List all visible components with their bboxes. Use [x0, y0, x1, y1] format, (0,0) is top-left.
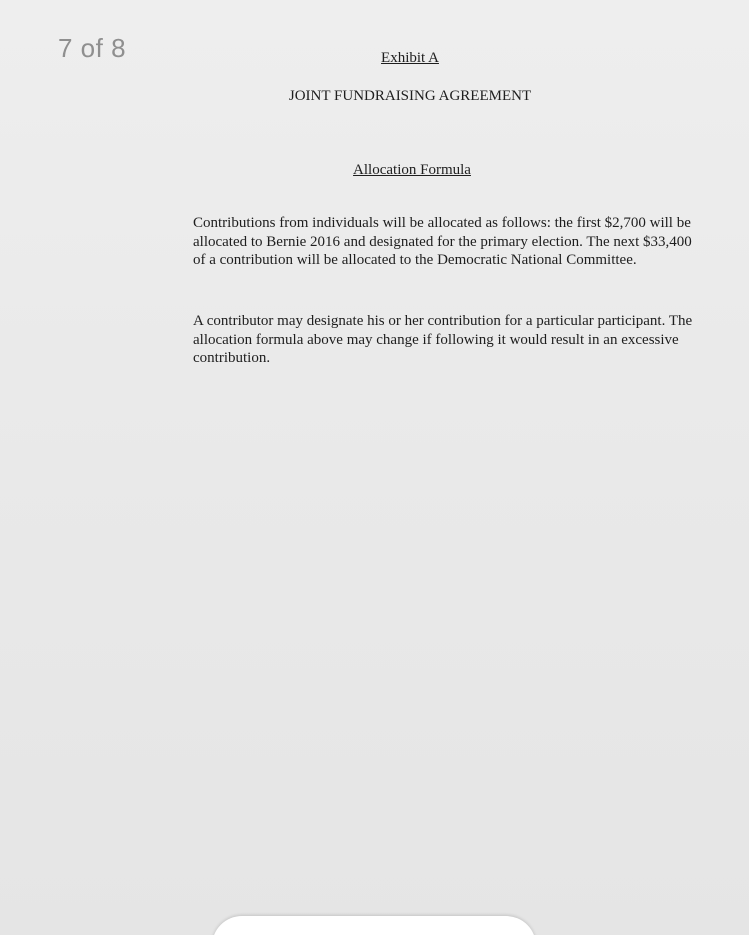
section-title: Allocation Formula: [353, 162, 471, 178]
paragraph-allocation: Contributions from individuals will be allocated as follows: the first $2,700 will be allocated to Bernie 2016 and designated for the primary election. The next $33,400 of a contribution will be allocated to the Democratic National Committee.: [193, 215, 692, 268]
page-counter: 7 of 8: [58, 33, 127, 63]
exhibit-label: Exhibit A: [381, 50, 439, 66]
agreement-title: JOINT FUNDRAISING AGREEMENT: [288, 88, 532, 104]
bottom-toolbar[interactable]: [212, 916, 536, 935]
paragraph-designation: A contributor may designate his or her contribution for a particular participant. The allocation formula above may change if following it would result in an excessive contribution.: [193, 313, 693, 366]
